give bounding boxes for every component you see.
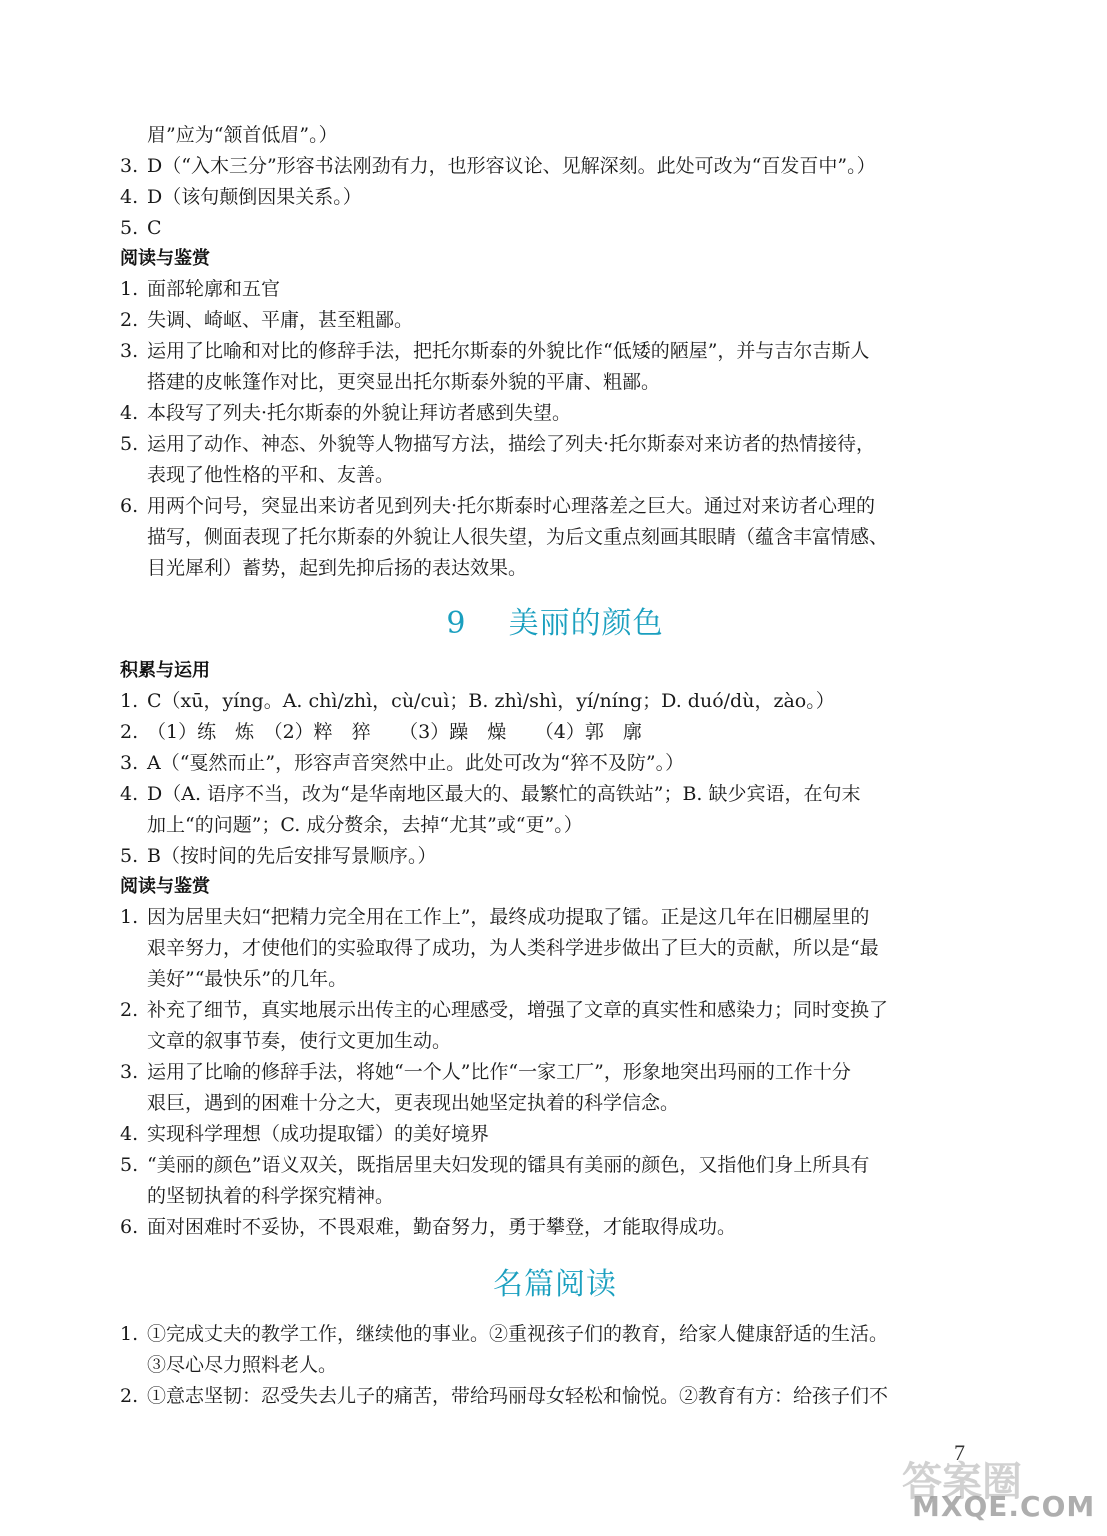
reading-section-2	[120, 872, 990, 1243]
item-text: ①意志坚韧：忍受失去儿子的痛苦，带给玛丽母女轻松和愉悦。②教育有方：给孩子们不	[147, 1385, 889, 1407]
reading-section-1	[120, 244, 990, 584]
answer-item	[120, 717, 990, 748]
item-number: 5.	[120, 217, 139, 239]
item-text: ①完成丈夫的教学工作，继续他的事业。②重视孩子们的教育，给家人健康舒适的生活。	[147, 1323, 889, 1345]
answer-item	[120, 1119, 990, 1150]
answer-item	[120, 686, 990, 717]
item-number: 4.	[120, 402, 139, 424]
answer-item	[120, 902, 990, 933]
item-number: 3.	[120, 752, 139, 774]
answer-item	[120, 213, 990, 244]
watermark-url: MXQE.COM	[912, 1490, 1096, 1523]
answer-item	[120, 336, 990, 367]
item-text-continued: 的坚韧执着的科学探究精神。	[147, 1185, 395, 1207]
subsection-heading: 阅读与鉴赏	[120, 876, 210, 897]
answer-item	[120, 151, 990, 182]
item-text: 补充了细节，真实地展示出传主的心理感受，增强了文章的真实性和感染力；同时变换了	[147, 999, 889, 1021]
item-number: 2.	[120, 999, 139, 1021]
answer-item	[120, 1381, 990, 1412]
item-text-continued: 文章的叙事节奏，使行文更加生动。	[147, 1030, 452, 1052]
item-text: 本段写了列夫·托尔斯泰的外貌让拜访者感到失望。	[147, 402, 572, 424]
item-text: 运用了动作、神态、外貌等人物描写方法，描绘了列夫·托尔斯泰对来访者的热情接待，	[147, 433, 876, 455]
answer-item	[120, 305, 990, 336]
item-text-continued: 表现了他性格的平和、友善。	[147, 464, 395, 486]
item-number: 5.	[120, 845, 139, 867]
page-number: 7	[954, 1440, 965, 1465]
item-text-continued: 艰辛努力，才使他们的实验取得了成功，为人类科学进步做出了巨大的贡献，所以是“最	[147, 937, 879, 959]
item-number: 4.	[120, 1123, 139, 1145]
item-text-continued: 目光犀利）蓄势，起到先抑后扬的表达效果。	[147, 557, 528, 579]
continued-line: 眉”应为“颔首低眉”。）	[147, 124, 338, 146]
answer-item	[120, 841, 990, 872]
item-text: C（xū，yíng。A. chì/zhì，cù/cuì；B. zhì/shì，yí/níng；D. duó/dù，zào。）	[147, 690, 835, 712]
answer-item	[120, 1057, 990, 1088]
accumulation-section	[120, 656, 990, 872]
item-text: D（A. 语序不当，改为“是华南地区最大的、最繁忙的高铁站”；B. 缺少宾语，在句末	[147, 783, 861, 805]
answer-item	[120, 1150, 990, 1181]
item-number: 5.	[120, 433, 139, 455]
answer-item	[120, 182, 990, 213]
section-title	[120, 604, 990, 644]
item-text-continued: 描写，侧面表现了托尔斯泰的外貌让人很失望，为后文重点刻画其眼睛（蕴含丰富情感、	[147, 526, 889, 548]
item-number: 1.	[120, 906, 139, 928]
item-number: 3.	[120, 340, 139, 362]
answer-item	[120, 1212, 990, 1243]
top-answers	[120, 120, 990, 244]
item-number: 4.	[120, 186, 139, 208]
item-text-continued: ③尽心尽力照料老人。	[147, 1354, 338, 1376]
document-page	[120, 120, 990, 1412]
subsection-heading: 积累与运用	[120, 660, 210, 681]
item-number: 6.	[120, 1216, 139, 1238]
item-text: A（“戛然而止”，形容声音突然中止。此处可改为“猝不及防”。）	[147, 752, 685, 774]
answer-item	[120, 491, 990, 522]
item-text-continued: 美好”“最快乐”的几年。	[147, 968, 348, 990]
item-text: 实现科学理想（成功提取镭）的美好境界	[147, 1123, 490, 1145]
answer-item	[120, 429, 990, 460]
item-text: D（“入木三分”形容书法刚劲有力，也形容议论、见解深刻。此处可改为“百发百中”。）	[147, 155, 876, 177]
item-text: D（该句颠倒因果关系。）	[147, 186, 362, 208]
item-number: 2.	[120, 309, 139, 331]
answer-item	[120, 779, 990, 810]
item-text-continued: 加上“的问题”；C. 成分赘余，去掉“尤其”或“更”。）	[147, 814, 583, 836]
watermark-logo: 答案圈	[902, 1459, 1022, 1505]
item-text: 运用了比喻和对比的修辞手法，把托尔斯泰的外貌比作“低矮的陋屋”，并与吉尔吉斯人	[147, 340, 870, 362]
item-number: 4.	[120, 783, 139, 805]
item-text: 用两个问号，突显出来访者见到列夫·托尔斯泰时心理落差之巨大。通过对来访者心理的	[147, 495, 876, 517]
item-text-continued: 搭建的皮帐篷作对比，更突显出托尔斯泰外貌的平庸、粗鄙。	[147, 371, 661, 393]
item-number: 1.	[120, 1323, 139, 1345]
answer-item	[120, 1319, 990, 1350]
item-text: “美丽的颜色”语义双关，既指居里夫妇发现的镭具有美丽的颜色，又指他们身上所具有	[147, 1154, 870, 1176]
item-text: 面对困难时不妥协，不畏艰难，勤奋努力，勇于攀登，才能取得成功。	[147, 1216, 737, 1238]
famous-reading-section	[120, 1319, 990, 1412]
section-title-text: 美丽的颜色	[508, 606, 664, 641]
item-text: C	[147, 217, 162, 239]
answer-item	[120, 995, 990, 1026]
item-text: 运用了比喻的修辞手法，将她“一个人”比作“一家工厂”，形象地突出玛丽的工作十分	[147, 1061, 851, 1083]
item-text: B（按时间的先后安排写景顺序。）	[147, 845, 437, 867]
item-number: 2.	[120, 1385, 139, 1407]
item-number: 1.	[120, 690, 139, 712]
item-text: 因为居里夫妇“把精力完全用在工作上”，最终成功提取了镭。正是这几年在旧棚屋里的	[147, 906, 870, 928]
item-number: 1.	[120, 278, 139, 300]
item-text: 面部轮廓和五官	[147, 278, 281, 300]
answer-item	[120, 274, 990, 305]
item-number: 2.	[120, 721, 139, 743]
item-number: 5.	[120, 1154, 139, 1176]
item-text: 失调、崎岖、平庸，甚至粗鄙。	[147, 309, 414, 331]
section-number: 9	[446, 606, 467, 641]
answer-item	[120, 748, 990, 779]
item-number: 3.	[120, 155, 139, 177]
item-number: 3.	[120, 1061, 139, 1083]
subsection-heading: 阅读与鉴赏	[120, 248, 210, 269]
section-title-famous: 名篇阅读	[493, 1267, 617, 1302]
item-text: （1）练 炼 （2）粹 猝 （3）躁 燥 （4）郭 廓	[147, 721, 642, 743]
item-text-continued: 艰巨，遇到的困难十分之大，更表现出她坚定执着的科学信念。	[147, 1092, 680, 1114]
answer-item	[120, 398, 990, 429]
item-number: 6.	[120, 495, 139, 517]
